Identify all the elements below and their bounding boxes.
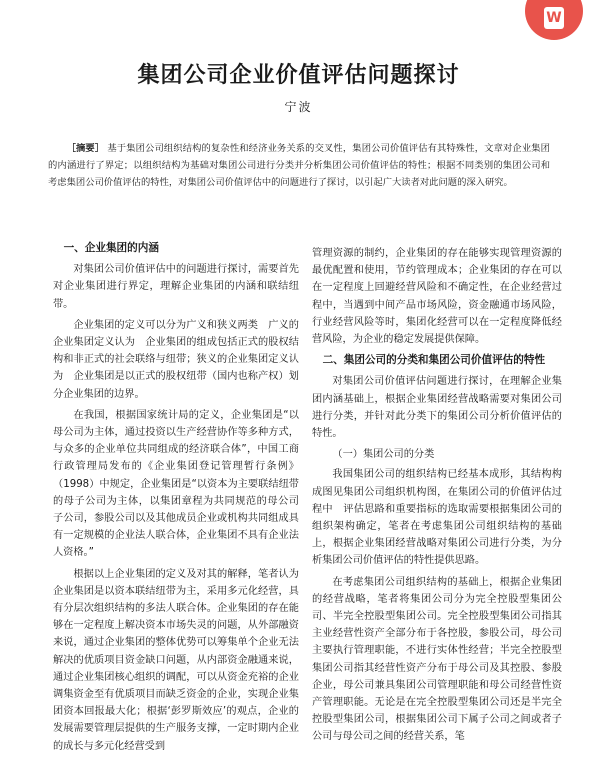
section-heading-2: 二、集团公司的分类和集团公司价值评估的特性 [322,354,546,367]
abstract-text: 基于集团公司组织结构的复杂性和经济业务关系的交叉性，集团公司价值评估有其特殊性，文章对企业集团的内涵进行了界定；以组织结构为基础对集团公司进行分类并分析集团公司价值评估的特性；根据不同类别的集团公司和考虑集团公司价值评估的特性，对集团公司价值评估中的问题进行了探讨，以引起广大读者对此问题的深入研究。 [48,143,550,188]
subsection-heading: （一）集团公司的分类 [332,449,435,461]
right-column [312,245,562,750]
left-column [53,236,310,759]
right-paragraph-3: 我国集团公司的组织结构已经基本成形，其结构构成图见集团公司组织机构图，在集团公司的价值评估过程中 评估思路和重要指标的选取需要根据集团公司的组织架构确定，笔者在考虑集团公司组织结构的基础上，根据企业集团经营战略对集团公司进行分类，为分析集团公司价值评估的特性提供思路。 [312,469,562,567]
left-paragraph-4: 根据以上企业集团的定义及对其的解释，笔者认为企业集团是以资本联结纽带为主，采用多元化经营，具有分层次组织结构的多法人联合体。企业集团的存在能够在一定程度上解决资本市场失灵的问题，从外部融资来说，通过企业集团的整体优势可以筹集单个企业无法解决的优质项目资金缺口问题，从内部资金融通来说，通过企业集团核心组织的调配，可以从资金充裕的企业调集资金至有优质项目而缺乏资金的企业，实现企业集团资本回报最大化；根据‘彭罗斯效应’的观点，企业的发展需要管理层提供的生产服务支撑，一定时期内企业的成长与多元化经营受到 [53,568,299,752]
right-paragraph-4: 在考虑集团公司组织结构的基础上，根据企业集团的经营战略，笔者将集团公司分为完全控股型集团公司、半完全控股型集团公司。完全控股型集团公司指其主业经营性资产全部分布于各控股，参股公司，母公司主要执行管理职能，不进行实体性经营；半完全控股型集团公司指其经营性资产分布于母公司及其控股、参股企业，母公司兼具集团公司管理职能和母公司经营性资产管理职能。无论是在完全控股型集团公司还是半完全控股型集团公司，根据集团公司下属子公司之间或者子公司与母公司之间的经营关系，笔 [312,576,562,743]
left-paragraph-2: 企业集团的定义可以分为广义和狭义两类 广义的企业集团定义认为 企业集团的组成包括正式的股权结构和非正式的社会联络与纽带；狭义的企业集团定义认为 企业集团是以正式的股权纽带（国内也称产权）划分企业集团的边界。 [53,319,299,400]
left-paragraph-1: 对集团公司价值评估中的问题进行探讨，需要首先对企业集团进行界定，理解企业集团的内涵和联结纽带。 [53,264,299,310]
left-paragraph-3: 在我国，根据国家统计局的定义，企业集团是“以母公司为主体，通过投资以生产经营协作等多种方式，与众多的企业单位共同组成的经济联合体”，中国工商行政管理局发布的《企业集团登记管理暂行条例》（1998）中规定，企业集团是“以资本为主要联结纽带的母子公司为主体，以集团章程为共同规范的母公司 子公司，参股公司以及其他成员企业或机构共同组成具有一定规模的企业法人联合体，企业集团不具有企业法人资格。” [53,409,310,559]
paper-author: 宁波 [284,100,313,114]
paper-title: 集团公司企业价值评估问题探讨 [137,62,460,88]
right-paragraph-2: 对集团公司价值评估问题进行探讨，在理解企业集团内涵基础上，根据企业集团经营战略需要对集团公司进行分类，并针对此分类下的集团公司分析价值评估的特性。 [312,376,562,440]
right-paragraph-1: 管理资源的制约，企业集团的存在能够实现管理资源的最优配置和使用，节约管理成本；企业集团的存在可以在一定程度上回避经营风险和不确定性，在企业经营过程中，当遇到中间产品市场风险，资金融通市场风险，行业经营风险等时，集团化经营可以在一定程度降低经营风险，为企业的稳定发展提供保障。 [312,248,562,346]
word-document-icon: W [544,7,564,29]
export-badge[interactable] [525,0,583,40]
section-heading-1: 一、企业集团的内涵 [63,242,159,254]
abstract [48,140,550,191]
abstract-label: ［摘要］ [66,143,105,154]
